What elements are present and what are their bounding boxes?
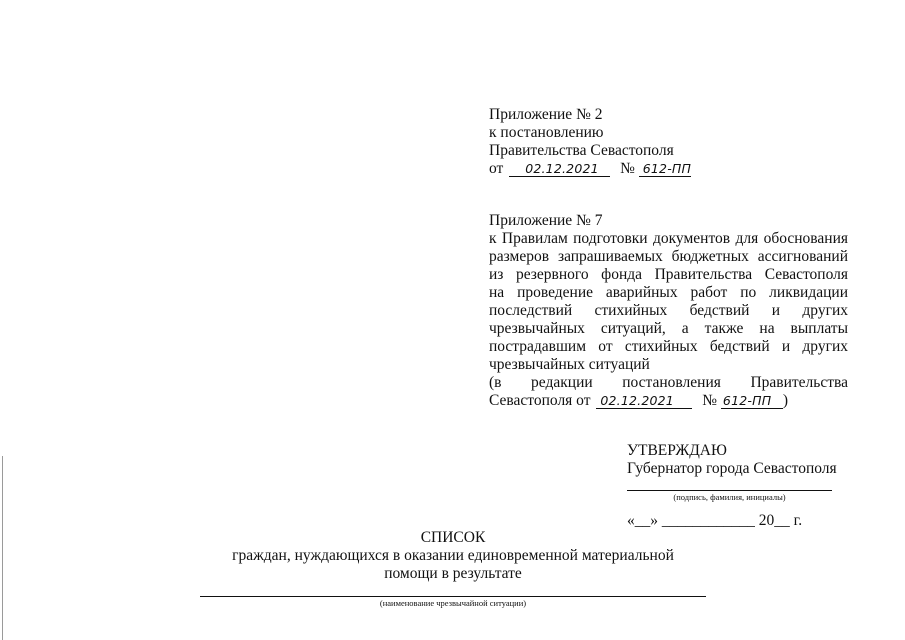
approval-title: УТВЕРЖДАЮ: [627, 442, 727, 459]
appendix7-body: [489, 230, 848, 392]
approval-position: Губернатор города Севастополя: [627, 460, 837, 477]
signature-caption: (подпись, фамилия, инициалы): [673, 492, 786, 502]
emergency-caption: (наименование чрезвычайной ситуации): [379, 598, 527, 608]
approval-date-line: «__» ____________ 20__ г.: [627, 512, 803, 529]
appendix7-edition-close: ): [782, 392, 789, 409]
appendix7-title: Приложение № 7: [489, 212, 603, 229]
list-subtitle-line2: помощи в результате: [384, 565, 522, 582]
list-title: СПИСОК: [420, 529, 486, 546]
appendix2-number-field: [639, 161, 691, 177]
appendix7-line: из резервного фонда Правительства Севастополя: [489, 266, 848, 283]
appendix7-line: размеров запрашиваемых бюджетных ассигнований: [489, 248, 848, 265]
appendix2-line2: Правительства Севастополя: [489, 142, 674, 159]
appendix7-edition-prefix: Севастополя от: [489, 392, 591, 409]
appendix7-edition-date-field: [596, 393, 692, 409]
appendix7-edition-number: 612-ПП: [722, 393, 772, 408]
appendix7-line: последствий стихийных бедствий и других: [489, 302, 848, 319]
appendix7-edition-line2: [489, 392, 788, 410]
appendix2-date-prefix: от: [489, 160, 504, 177]
appendix7-edition-number-prefix: №: [702, 392, 718, 409]
appendix7-line: на проведение аварийных работ по ликвидации: [489, 284, 848, 301]
appendix2-title: Приложение № 2: [489, 106, 603, 123]
appendix2-date-field: [509, 161, 610, 177]
appendix7-line: к Правилам подготовки документов для обоснования: [489, 230, 848, 247]
appendix2-date: 02.12.2021: [525, 161, 599, 176]
signature-line: [627, 490, 832, 491]
appendix7-line: чрезвычайных ситуаций, а также на выплаты: [489, 320, 848, 337]
appendix7-edition-number-field: [721, 393, 783, 409]
appendix2-number-prefix: №: [620, 160, 635, 177]
appendix2-date-line: [489, 160, 691, 178]
list-subtitle-line1: граждан, нуждающихся в оказании единовременной материальной: [232, 547, 674, 564]
appendix7-edition-date: 02.12.2021: [600, 393, 674, 408]
appendix7-line: пострадавшим от стихийных бедствий и других: [489, 338, 848, 355]
appendix7-line: чрезвычайных ситуаций: [489, 356, 650, 373]
emergency-name-line: [200, 596, 706, 597]
scan-margin-mark: [2, 456, 3, 640]
appendix2-number: 612-ПП: [642, 161, 692, 176]
appendix2-line1: к постановлению: [489, 124, 604, 141]
appendix7-edition-line1: (в редакции постановления Правительства: [489, 374, 848, 391]
